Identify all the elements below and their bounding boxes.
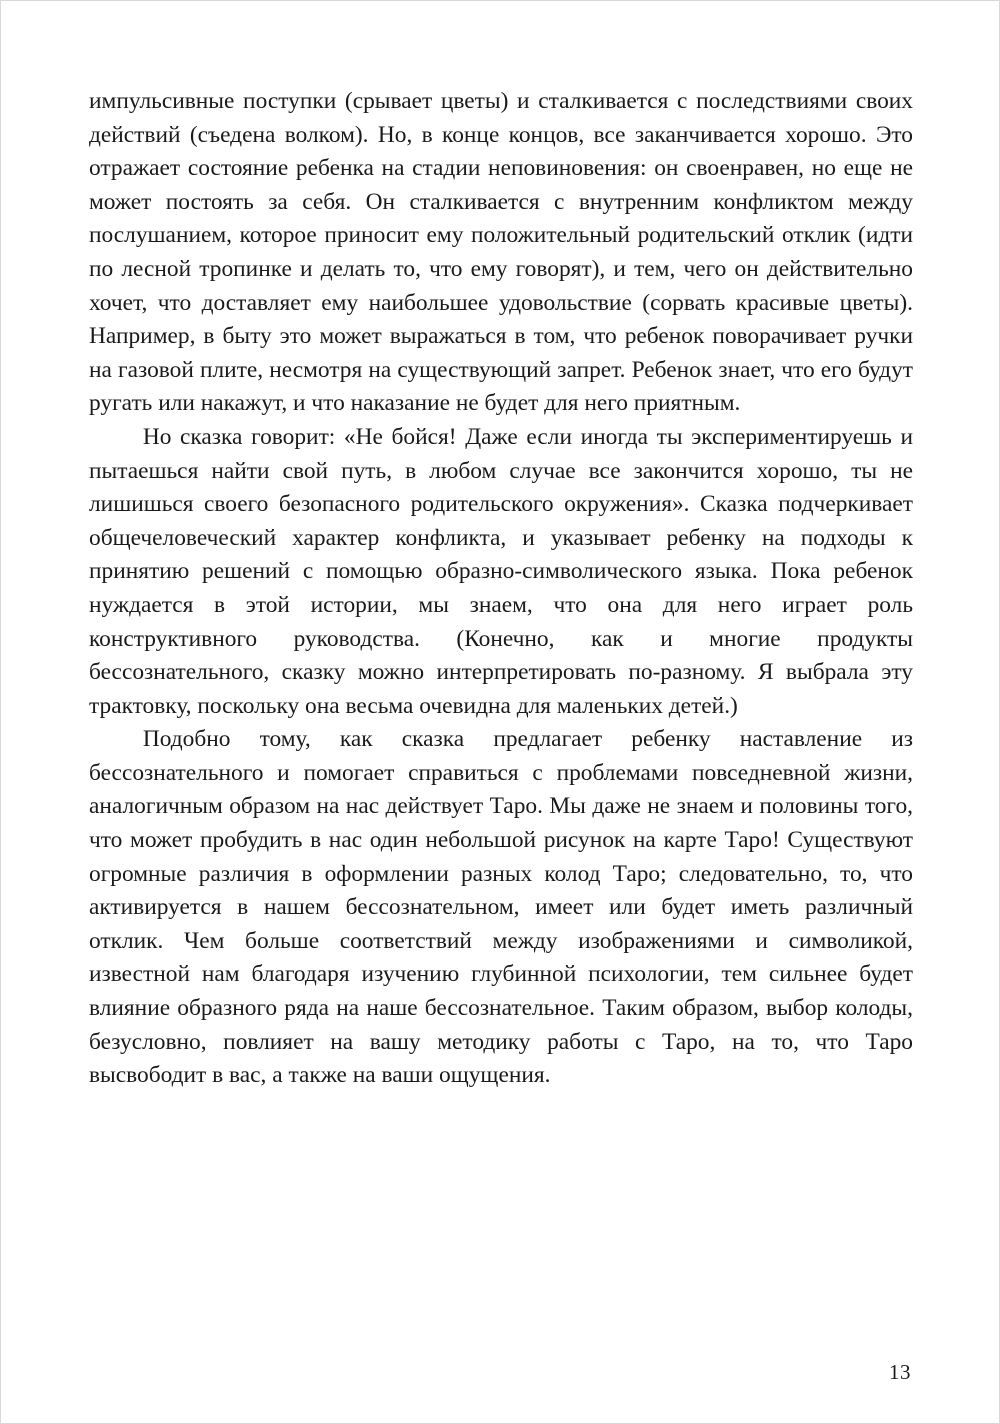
page-text-block: [89, 85, 913, 1093]
body-paragraph-1: импульсивные поступки (срывает цветы) и сталкивается с последствиями своих действий (съедена волком). Но, в конце концов, все заканчивается хорошо. Это отражает состояние ребенка на стадии неповиновения: он своенравен, но еще не может постоять за себя. Он сталкивается с внутренним конфликтом между послушанием, которое приносит ему положительный родительский отклик (идти по лесной тропинке и делать то, что ему говорят), и тем, чего он действительно хочет, что доставляет ему наибольшее удовольствие (сорвать красивые цветы). Например, в быту это может выражаться в том, что ребенок поворачивает ручки на газовой плите, несмотря на существующий запрет. Ребенок знает, что его будут ругать или накажут, и что наказание не будет для него приятным.: [89, 88, 913, 417]
body-paragraph-2: Но сказка говорит: «Не бойся! Даже если иногда ты экспериментируешь и пытаешься найти свой путь, в любом случае все закончится хорошо, ты не лишишься своего безопасного родительского окружения». Сказка подчеркивает общечеловеческий характер конфликта, и указывает ребенку на подходы к принятию решений с помощью образно-символического языка. Пока ребенок нуждается в этой истории, мы знаем, что она для него играет роль конструктивного руководства. (Конечно, как и многие продукты бессознательного, сказку можно интерпретировать по-разному. Я выбрала эту трактовку, поскольку она весьма очевидна для маленьких детей.): [89, 423, 913, 719]
page-number: 13: [889, 1360, 911, 1384]
body-paragraph-3: Подобно тому, как сказка предлагает ребенку наставление из бессознательного и помогает справиться с проблемами повседневной жизни, аналогичным образом на нас действует Таро. Мы даже не знаем и половины того, что может пробудить в нас один небольшой рисунок на карте Таро! Существуют огромные различия в оформлении разных колод Таро; следовательно, то, что активируется в нашем бессознательном, имеет или будет иметь различный отклик. Чем больше соответствий между изображениями и символикой, известной нам благодаря изучению глубинной психологии, тем сильнее будет влияние образного ряда на наше бессознательное. Таким образом, выбор колоды, безусловно, повлияет на вашу методику работы с Таро, на то, что Таро высвободит в вас, а также на ваши ощущения.: [89, 726, 913, 1089]
